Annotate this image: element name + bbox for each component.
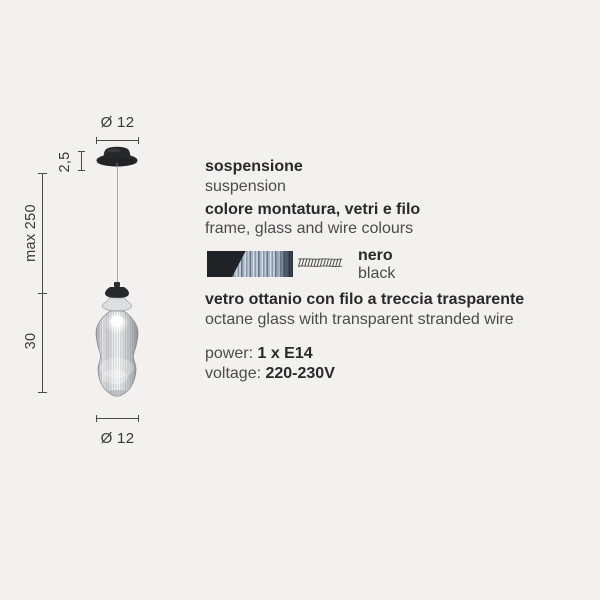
frame-glass-color-swatch (207, 251, 293, 277)
dimension-tick-bottom (38, 392, 47, 393)
color-name-en: black (358, 265, 396, 282)
power-value: 1 x E14 (257, 345, 313, 362)
dimension-tick-middle (38, 293, 47, 294)
product-type-title-it: sospensione (205, 158, 303, 175)
glass-description-it: vetro ottanio con filo a treccia trasparente (205, 291, 525, 308)
voltage-value: 220-230V (265, 365, 335, 382)
canopy-height-label: 2,5 (57, 151, 73, 173)
bottom-diameter-dimension-line (96, 418, 139, 419)
power-label: power: (205, 345, 258, 362)
colors-heading-en: frame, glass and wire colours (205, 220, 414, 237)
color-name-it: nero (358, 247, 393, 264)
colors-heading-it: colore montatura, vetri e filo (205, 201, 421, 218)
glass-height-label: 30 (23, 332, 39, 350)
transparent-wire-texture-icon (297, 256, 343, 269)
top-diameter-dimension-line (96, 140, 139, 141)
power-spec (205, 345, 313, 363)
dimension-tick-top (38, 173, 47, 174)
bottom-diameter-label: Ø 12 (100, 430, 135, 447)
voltage-spec (205, 365, 335, 383)
drop-max-label: max 250 (23, 204, 39, 262)
suspension-cord-drawing (117, 166, 118, 284)
vertical-dimension-line (42, 173, 43, 392)
product-type-title-en: suspension (205, 178, 286, 195)
canopy-height-bracket (81, 151, 82, 171)
top-diameter-label: Ø 12 (100, 114, 135, 131)
glass-pendant-drawing (89, 281, 145, 401)
voltage-label: voltage: (205, 365, 266, 382)
glass-description-en: octane glass with transparent stranded wire (205, 311, 514, 328)
